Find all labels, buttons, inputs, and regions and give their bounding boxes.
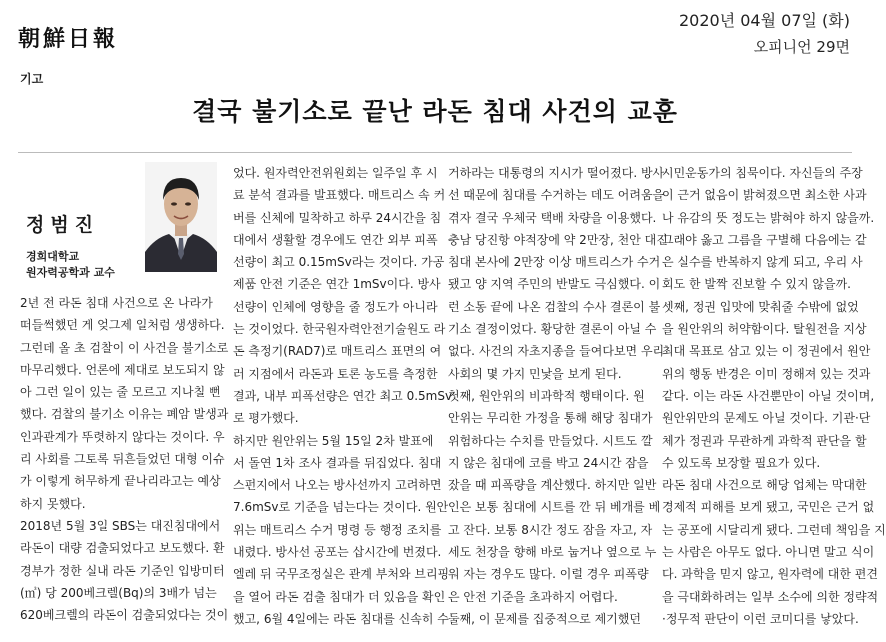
article-line: 안위는 무리한 가정을 통해 해당 침대가 (448, 411, 653, 426)
section-label: 기고 (20, 72, 44, 86)
article-line: 위의 행동 반경은 이미 정해져 있는 것과 (662, 366, 871, 381)
article-line: 는 사람은 아무도 없다. 아니면 말고 식이 (662, 545, 875, 560)
article-line: 라돈이 대량 검출되었다고 보도했다. 환 (20, 541, 225, 556)
article-line: 제품 안전 기준은 연간 1mSv이다. 방사 (233, 277, 441, 292)
article-line: 원안위만의 문제도 아닐 것이다. 기관·단 (662, 411, 871, 426)
article-line: (㎥) 당 200베크렐(Bq)의 3배가 넘는 (20, 585, 217, 600)
article-line: 아 그런 일이 있는 줄 모르고 지나칠 뻔 (20, 385, 221, 400)
article-column-4 (662, 162, 886, 630)
author-byline (26, 210, 146, 281)
article-line: 셋째, 정권 입맛에 맞춰줄 수밖에 없었 (662, 299, 859, 314)
article-line: 그런데 올 초 검찰이 이 사건을 불기소로 (20, 340, 229, 355)
article-line: 됐고 양 지역 주민의 반발도 극심했다. 이 (448, 277, 661, 292)
article-line: 시민운동가의 침묵이다. 자신들의 주장 (662, 166, 863, 180)
article-line: 었다. 원자력안전위원회는 일주일 후 시 (233, 166, 438, 180)
article-line: 침대 본사에 2만장 이상 매트리스가 수거 (448, 255, 661, 270)
article-line: 경부가 정한 실내 라돈 기준인 입방미터 (20, 563, 225, 578)
article-line: 스펀지에서 나오는 방사선까지 고려하면 (233, 478, 442, 493)
article-line: 하지만 원안위는 5월 15일 2차 발표에 (233, 433, 434, 448)
article-line: 회도 한 발짝 진보할 수 있지 않을까. (662, 277, 851, 292)
article-line: 는 공포에 시달리게 됐다. 그런데 책임을 지 (662, 522, 886, 537)
article-line: 러 지점에서 라돈과 토론 농도를 측정한 (233, 366, 438, 381)
article-line: 하지 못했다. (20, 496, 86, 511)
article-line: 이 근거 없음이 밝혀졌으면 최소한 사과 (662, 188, 867, 203)
author-title: 원자력공학과 교수 (26, 266, 115, 279)
author-affiliation: 경희대학교 (26, 250, 80, 263)
article-line: 잤을 때 피폭량을 계산했다. 하지만 일반 (448, 478, 657, 493)
article-line: 수 있도록 보장할 필요가 있다. (662, 455, 821, 470)
article-line: 7.6mSv로 기준을 넘는다는 것이다. 원안 (233, 500, 449, 515)
article-line: ·정무적 판단이 이런 코미디를 낳았다. (662, 611, 859, 626)
article-line: 충남 당진항 야적장에 약 2만장, 천안 대진 (448, 232, 668, 247)
article-line: 선량이 인체에 영향을 줄 정도가 아니라 (233, 299, 438, 314)
article-line: 돈 측정기(RAD7)로 매트리스 표면의 여 (233, 344, 442, 359)
article-line: 대에서 생활할 경우에도 연간 외부 피폭 (233, 232, 438, 247)
article-column-2 (233, 162, 453, 630)
article-line: 나 유감의 뜻 정도는 밝혀야 하지 않을까. (662, 210, 875, 225)
article-line: 런 소동 끝에 나온 검찰의 수사 결론이 불 (448, 299, 661, 314)
article-line: 인은 보통 침대에 시트를 깐 뒤 베개를 베 (448, 500, 661, 515)
article-line: 은 안전 기준을 초과하지 어렵다. (448, 589, 618, 604)
article-line: 2018년 5월 3일 SBS는 대진침대에서 (20, 518, 221, 533)
article-line: 가 이렇게 허무하게 끝나리라고는 예상 (20, 474, 221, 489)
newspaper-masthead: 朝鮮日報 (18, 26, 119, 52)
article-line: 을 극대화하려는 일부 소수에 의한 정략적 (662, 589, 879, 604)
article-line: 체가 정권과 무관하게 과학적 판단을 할 (662, 433, 867, 448)
author-photo (145, 162, 217, 272)
article-line: 인과관계가 뚜렷하지 않다는 것이다. 우 (20, 429, 225, 444)
article-line: 은 실수를 반복하지 않게 되고, 우리 사 (662, 255, 863, 270)
article-line: 을 열어 라돈 검출 침대가 더 있음을 확인 (233, 589, 446, 604)
article-line: 거하라는 대통령의 지시가 떨어졌다. 방사 (448, 166, 665, 180)
publication-date: 2020년 04월 07일 (화) (678, 11, 850, 30)
article-line: 료 분석 결과를 발표했다. 매트리스 속 커 (233, 188, 446, 203)
article-line: 둘째, 이 문제를 집중적으로 제기했던 (448, 611, 641, 626)
article-line: 위는 매트리스 수거 명령 등 행정 조치를 (233, 522, 442, 537)
article-line: 라돈 침대 사건으로 해당 업체는 막대한 (662, 478, 867, 493)
article-line: 세도 천장을 향해 바로 눕거나 옆으로 누 (448, 545, 657, 560)
article-line: 겪자 결국 우체국 택배 차량을 이용했다. (448, 210, 657, 225)
article-headline: 결국 불기소로 끝난 라돈 침대 사건의 교훈 (192, 97, 678, 126)
article-line: 했고, 6월 4일에는 라돈 침대를 신속히 수 (233, 611, 449, 626)
article-line: 경제적 피해를 보게 됐고, 국민은 근거 없 (662, 500, 875, 515)
article-line: 선량이 최고 0.15mSv라는 것이다. 가공 (233, 255, 445, 270)
article-line: 다. 과학을 믿지 않고, 원자력에 대한 편견 (662, 567, 878, 582)
article-line: 고 잔다. 보통 8시간 정도 잠을 자고, 자 (448, 522, 653, 537)
article-line: 없다. 사건의 자초지종을 들여다보면 우리 (448, 344, 665, 359)
article-line: 내렸다. 방사선 공포는 삽시간에 번졌다. (233, 545, 442, 560)
article-line: 선 때문에 침대를 수거하는 데도 어려움을 (448, 188, 665, 203)
article-line: 최대 목표로 삼고 있는 이 정권에서 원안 (662, 344, 871, 359)
article-line: 는 것이었다. 한국원자력안전기술원도 라 (233, 322, 446, 337)
article-line: 같다. 이는 라돈 사건뿐만이 아닐 것이며, (662, 388, 875, 403)
article-line: 워 자는 경우도 많다. 이럴 경우 피폭량 (448, 567, 649, 582)
article-column-1 (20, 292, 229, 626)
article-line: 떠들썩했던 게 엊그제 일처럼 생생하다. (20, 318, 225, 333)
article-line: 엘레 뒤 국무조정실은 관계 부처와 브리핑 (233, 567, 450, 582)
author-name: 정범진 (26, 214, 100, 236)
article-line: 위험하다는 수치를 만들었다. 시트도 깔 (448, 433, 653, 448)
article-line: 지 않은 침대에 코를 박고 24시간 잠을 (448, 455, 649, 470)
article-line: 을 원안위의 허약함이다. 탈원전을 지상 (662, 322, 867, 337)
article-line: 2년 전 라돈 침대 사건으로 온 나라가 (20, 296, 213, 310)
article-line: 서 돌연 1차 조사 결과를 뒤집었다. 침대 (233, 455, 442, 470)
article-line: 로 평가했다. (233, 411, 299, 426)
article-column-3 (448, 162, 668, 630)
article-line: 리 사회를 그토록 뒤흔들었던 대형 이슈 (20, 452, 225, 467)
article-line: 기소 결정이었다. 황당한 결론이 아닐 수 (448, 322, 657, 337)
article-line: 사회의 몇 가지 민낯을 보게 된다. (448, 366, 622, 381)
article-line: 마무리했다. 언론에 제대로 보도되지 않 (20, 362, 225, 377)
article-line: 결과, 내부 피폭선량은 연간 최고 0.5mSv (233, 388, 453, 403)
article-line: 그래야 옳고 그름을 구별해 다음에는 같 (662, 232, 867, 247)
article-line: 했다. 검찰의 불기소 이유는 폐암 발생과 (20, 407, 229, 422)
page-info: 오피니언 29면 (753, 38, 850, 56)
article-line: 첫째, 원안위의 비과학적 행태이다. 원 (448, 388, 645, 403)
headline-divider (18, 152, 852, 153)
article-line: 620베크렐의 라돈이 검출되었다는 것이 (20, 608, 229, 623)
article-line: 버를 신체에 밀착하고 하루 24시간을 침 (233, 210, 442, 225)
